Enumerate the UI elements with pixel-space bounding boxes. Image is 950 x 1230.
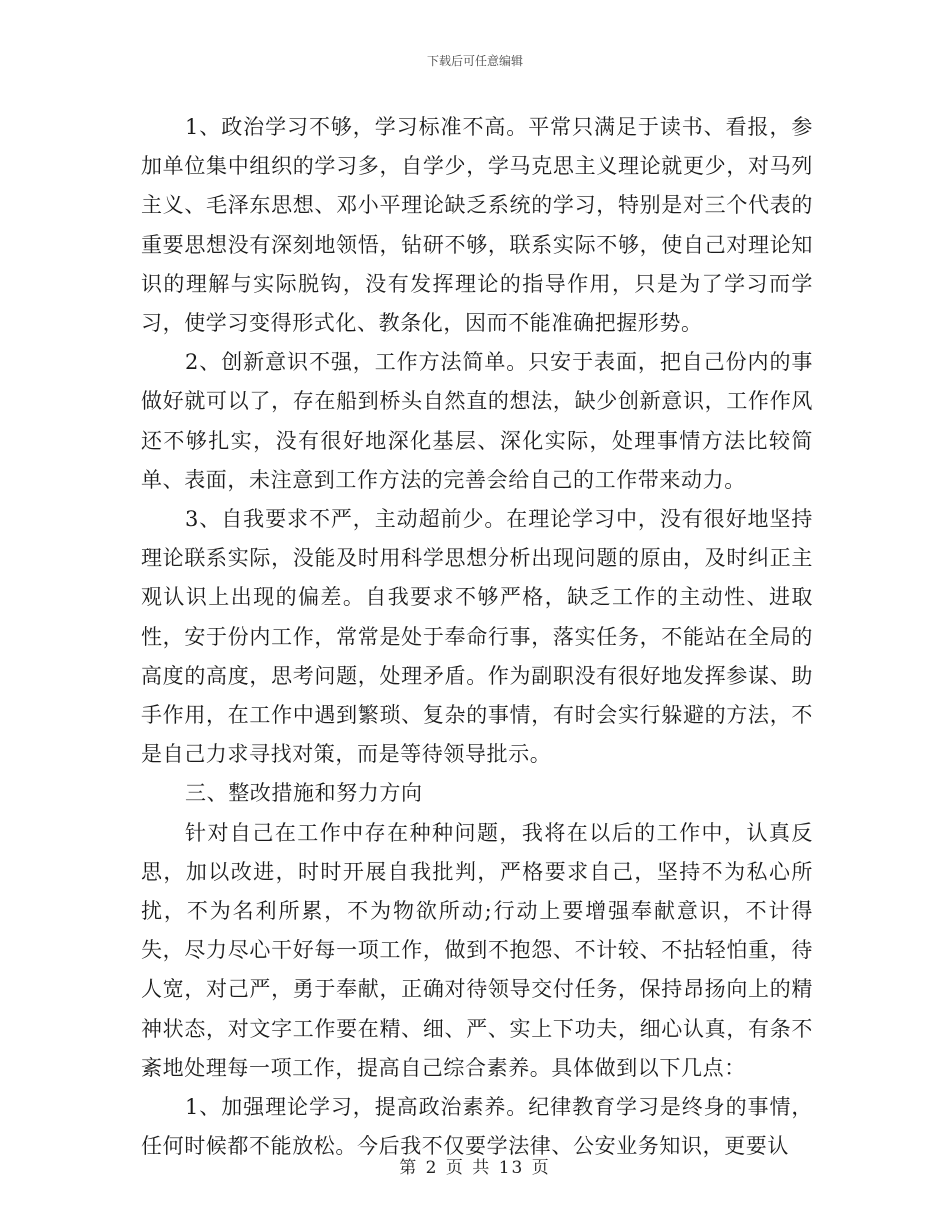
paragraph-innovation: 2、创新意识不强，工作方法简单。只安于表面，把自己份内的事做好就可以了，存在船到桥头自然直的想法，缺少创新意识，工作作风还不够扎实，没有很好地深化基层、深化实际，处理事情方法比较简单、表面，未注意到工作方法的完善会给自己的工作带来动力。 [141,350,813,492]
page-header: 下载后可任意编辑 [426,54,523,68]
page-number: 第 2 页 共 13 页 [399,1158,551,1178]
paragraph-self-discipline: 3、自我要求不严，主动超前少。在理论学习中，没有很好地坚持理论联系实际，没能及时用科学思想分析出现问题的原由，及时纠正主观认识上出现的偏差。自我要求不够严格，缺乏工作的主动性、进取性，安于份内工作，常常是处于奉命行事，落实任务，不能站在全局的高度的高度，思考问题，处理矛盾。作为副职没有很好地发挥参谋、助手作用，在工作中遇到繁琐、复杂的事情，有时会实行躲避的方法，不是自己力求寻找对策，而是等待领导批示。 [141,507,813,767]
paragraph-rectification-intro: 针对自己在工作中存在种种问题，我将在以后的工作中，认真反思，加以改进，时时开展自我批判，严格要求自己，坚持不为私心所扰，不为名利所累，不为物欲所动;行动上要增强奉献意识，不计得失，尽力尽心干好每一项工作，做到不抱怨、不计较、不拈轻怕重，待人宽，对己严，勇于奉献，正确对待领导交付任务，保持昂扬向上的精神状态，对文字工作要在精、细、严、实上下功夫，细心认真，有条不紊地处理每一项工作，提高自己综合素养。具体做到以下几点： [141,820,813,1080]
paragraph-political-study: 1、政治学习不够，学习标准不高。平常只满足于读书、看报，参加单位集中组织的学习多，自学少，学马克思主义理论就更少，对马列主义、毛泽东思想、邓小平理论缺乏系统的学习，特别是对三个代表的重要思想没有深刻地领悟，钻研不够，联系实际不够，使自己对理论知识的理解与实际脱钩，没有发挥理论的指导作用，只是为了学习而学习，使学习变得形式化、教条化，因而不能准确把握形势。 [141,115,813,336]
section-heading-rectification: 三、整改措施和努力方向 [185,781,423,806]
document-body [141,108,813,1166]
paragraph-theory-study: 1、加强理论学习，提高政治素养。纪律教育学习是终身的事情，任何时候都不能放松。今后我不仅要学法律、公安业务知识，更要认 [141,1095,813,1159]
